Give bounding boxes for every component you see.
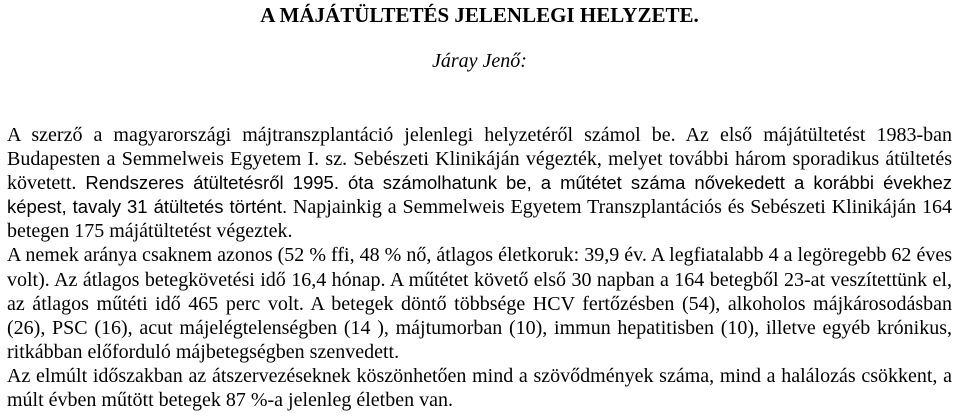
paragraph-1-segment-3: Napjainkig a Semmelweis Egyetem Transzplantációs és Sebészeti Klinikáján 164 betegen 175 májátültetést végeztek. <box>7 196 952 243</box>
paragraph-1 <box>7 123 952 243</box>
paragraph-1-segment-2: Rendszeres átültetésről 1995. óta számolhatunk be, a műtétet száma nővekedett a korábbi évekhez képest, tavaly 31 átültetés történt. <box>7 172 952 218</box>
paragraph-2 <box>7 243 952 363</box>
document-title: A MÁJÁTÜLTETÉS JELENLEGI HELYZETE. <box>260 3 699 27</box>
author-line: Járay Jenő: <box>432 50 527 72</box>
paragraph-3 <box>7 364 952 412</box>
paragraph-3-segment-1: Az elmúlt időszakban az átszervezéseknek köszönhetően mind a szövődmények száma, mind a halálozás csökkent, a múlt évben műtött betegek 87 %-a jelenleg életben van. <box>7 364 952 412</box>
paragraph-2-segment-1: A nemek aránya csaknem azonos (52 % ffi, 48 % nő, átlagos életkoruk: 39,9 év. A legfiatalabb 4 a legöregebb 62 éves volt). Az átlagos betegkövetési idő 16,4 hónap. A műtétet követő első 30 napban a 164 betegből 23-at veszítettünk el, az átlagos műtéti idő 465 perc volt. A betegek döntő többsége HCV fertőzésben (54), alkoholos májkárosodásban (26), PSC (16), acut májelégtelenségben (14 ), májtumorban (10), immun hepatitisben (10), illetve egyéb krónikus, ritkábban előforduló májbetegségben szenvedett. <box>7 244 952 363</box>
body-text <box>7 123 952 412</box>
paragraph-1-segment-1: A szerző a magyarországi májtranszplantáció jelenlegi helyzetéről számol be. Az első májátültetést 1983-ban Budapesten a Semmelweis Egyetem I. sz. Sebészeti Klinikáján végezték, melyet további három sporadikus átültetés követett. <box>7 124 952 195</box>
